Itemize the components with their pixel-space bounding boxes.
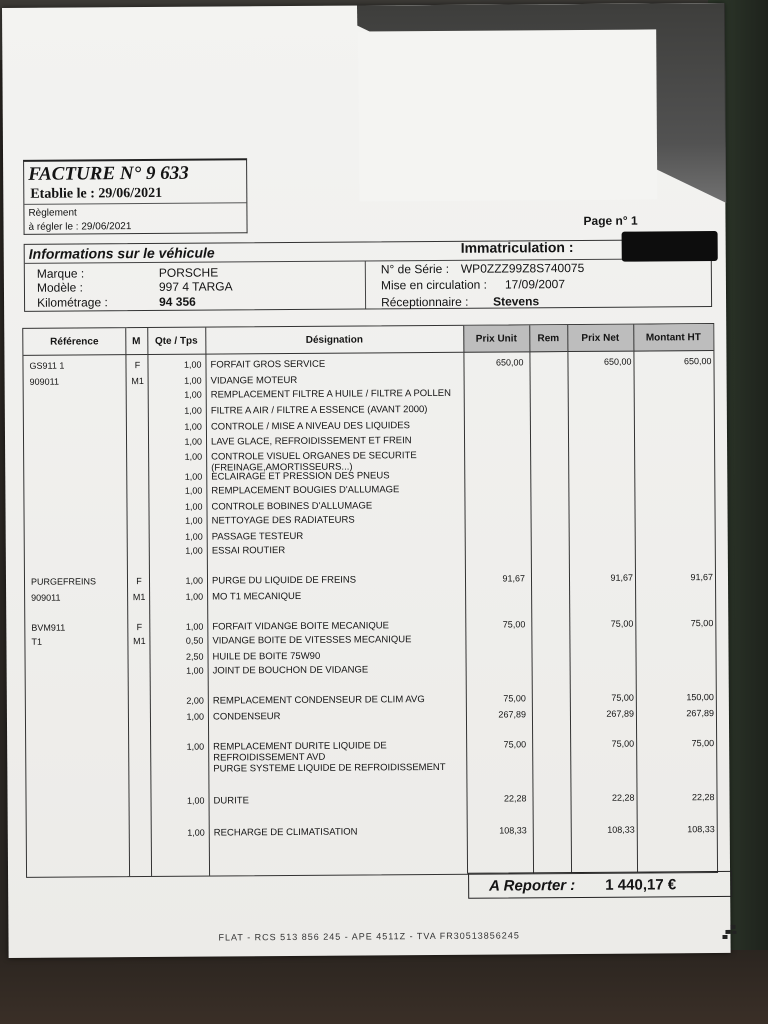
cell-m: M1 xyxy=(132,592,146,603)
cell-reference: BVM911 xyxy=(31,622,66,633)
carry-forward-label: A Reporter : xyxy=(489,876,576,895)
cell-net-price: 91,67 xyxy=(610,572,634,583)
model-value: 997 4 TARGA xyxy=(158,279,233,294)
vehicle-info-header xyxy=(25,240,711,264)
cell-amount: 267,89 xyxy=(686,708,714,719)
cell-amount: 75,00 xyxy=(690,618,714,629)
cell-net-price: 75,00 xyxy=(611,738,635,749)
cell-qty: 1,00 xyxy=(187,827,205,838)
cell-net-price: 267,89 xyxy=(606,708,634,719)
cell-designation: LAVE GLACE, REFROIDISSEMENT ET FREIN xyxy=(210,435,412,448)
cell-qty: 1,00 xyxy=(184,451,203,462)
cell-qty: 1,00 xyxy=(184,421,202,432)
divider xyxy=(24,202,246,205)
cell-qty: 1,00 xyxy=(186,665,204,676)
cell-designation: FORFAIT VIDANGE BOITE MECANIQUE xyxy=(212,620,390,633)
cell-qty: 1,00 xyxy=(185,531,203,542)
cell-designation: RECHARGE DE CLIMATISATION xyxy=(213,826,358,839)
cell-designation: JOINT DE BOUCHON DE VIDANGE xyxy=(212,664,369,677)
cell-qty: 1,00 xyxy=(185,545,203,556)
cell-m: F xyxy=(136,622,143,633)
cell-net-price: 22,28 xyxy=(611,792,635,803)
invoice-header-box xyxy=(23,158,248,235)
cell-amount: 91,67 xyxy=(690,572,714,583)
mileage-label: Kilométrage : xyxy=(37,295,108,310)
header-m: M xyxy=(125,328,147,355)
cell-qty: 1,00 xyxy=(186,711,204,722)
carry-forward-box xyxy=(468,871,732,899)
cell-unit-price: 91,67 xyxy=(502,573,526,584)
cell-designation: ESSAI ROUTIER xyxy=(211,545,286,557)
receptionist-value: Stevens xyxy=(493,294,540,309)
invoice-title: FACTURE N° 9 633 xyxy=(28,162,189,185)
cell-designation: REMPLACEMENT DURITE LIQUIDE DE xyxy=(213,740,387,753)
header-net-price: Prix Net xyxy=(567,325,633,352)
cell-designation: FORFAIT GROS SERVICE xyxy=(210,358,326,371)
cell-designation: FILTRE A AIR / FILTRE A ESSENCE (AVANT 2000) xyxy=(210,404,428,417)
registration-date-value: 17/09/2007 xyxy=(504,277,566,292)
cell-amount: 75,00 xyxy=(691,738,715,749)
mileage-value: 94 356 xyxy=(159,294,196,309)
column-divider xyxy=(633,325,638,873)
carry-forward-value: 1 440,17 € xyxy=(605,875,677,894)
invoice-lines-table xyxy=(22,323,718,878)
overlapping-sheet xyxy=(358,29,657,201)
cell-m: M1 xyxy=(131,376,144,387)
cell-designation: CONTROLE / MISE A NIVEAU DES LIQUIDES xyxy=(210,420,410,433)
cell-qty: 1,00 xyxy=(184,436,203,447)
cell-designation: REMPLACEMENT CONDENSEUR DE CLIM AVG xyxy=(212,694,425,707)
cell-net-price: 108,33 xyxy=(607,824,635,835)
cell-designation: MO T1 MECANIQUE xyxy=(212,590,302,603)
cell-qty: 1,00 xyxy=(185,515,203,526)
header-designation: Désignation xyxy=(205,326,463,355)
cell-m: F xyxy=(134,360,141,371)
cell-qty: 1,00 xyxy=(184,501,203,512)
cell-qty: 1,00 xyxy=(184,485,203,496)
cell-designation: CONTROLE BOBINES D'ALLUMAGE xyxy=(211,500,373,513)
brand-logo-icon xyxy=(722,925,738,939)
cell-amount: 108,33 xyxy=(687,824,715,835)
cell-designation: VIDANGE MOTEUR xyxy=(210,374,298,387)
column-divider xyxy=(529,325,534,873)
cell-m: M1 xyxy=(133,636,146,647)
cell-designation: CONTROLE VISUEL ORGANES DE SECURITE xyxy=(211,450,417,463)
photo-background-bottom xyxy=(0,950,768,1024)
cell-net-price: 75,00 xyxy=(611,692,634,703)
payment-label: Règlement xyxy=(28,207,77,219)
payment-due-date: à régler le : 29/06/2021 xyxy=(28,221,132,233)
registration-date-label: Mise en circulation : xyxy=(380,277,488,293)
header-reference: Référence xyxy=(23,328,125,356)
serial-value: WP0ZZZ99Z8S740075 xyxy=(460,260,585,276)
legal-footer: FLAT - RCS 513 856 245 - APE 4511Z - TVA FR30513856245 xyxy=(218,930,520,943)
serial-label: N° de Série : xyxy=(380,261,450,277)
cell-designation: REMPLACEMENT BOUGIES D'ALLUMAGE xyxy=(211,484,400,497)
cell-designation: ECLAIRAGE ET PRESSION DES PNEUS xyxy=(211,470,390,483)
divider xyxy=(365,260,366,308)
column-divider xyxy=(463,326,468,874)
receptionist-label: Réceptionnaire : xyxy=(381,294,469,310)
header-unit-price: Prix Unit xyxy=(463,325,529,352)
invoice-paper xyxy=(2,3,731,958)
cell-qty: 2,50 xyxy=(185,651,204,662)
header-amount: Montant HT xyxy=(633,324,713,352)
cell-designation: PASSAGE TESTEUR xyxy=(211,530,304,543)
header-qty: Qte / Tps xyxy=(147,328,205,355)
cell-reference: GS911 1 xyxy=(29,360,65,371)
cell-qty: 1,00 xyxy=(185,575,204,586)
cell-unit-price: 22,28 xyxy=(503,793,527,804)
invoice-issue-date: Etablie le : 29/06/2021 xyxy=(30,185,163,202)
model-label: Modèle : xyxy=(36,280,84,295)
registration-label: Immatriculation : xyxy=(460,239,574,256)
cell-designation: REFROIDISSEMENT AVD xyxy=(213,751,326,764)
cell-designation: DURITE xyxy=(213,795,249,807)
cell-designation: NETTOYAGE DES RADIATEURS xyxy=(211,514,355,527)
cell-qty: 1,00 xyxy=(184,389,202,400)
cell-qty: 1,00 xyxy=(186,795,205,806)
cell-amount: 150,00 xyxy=(686,692,714,703)
cell-qty: 1,00 xyxy=(184,375,202,386)
page-number: Page n° 1 xyxy=(583,213,638,228)
cell-reference: 909011 xyxy=(31,592,61,603)
cell-designation: VIDANGE BOITE DE VITESSES MECANIQUE xyxy=(212,634,412,647)
vehicle-info-title: Informations sur le véhicule xyxy=(28,244,215,262)
cell-designation: PURGE SYSTEME LIQUIDE DE REFROIDISSEMENT xyxy=(213,761,446,775)
cell-reference: T1 xyxy=(31,636,42,647)
cell-amount: 22,28 xyxy=(691,792,715,803)
redacted-registration xyxy=(622,231,718,262)
cell-unit-price: 75,00 xyxy=(503,693,526,704)
cell-qty: 1,00 xyxy=(183,359,202,370)
vehicle-info-box xyxy=(24,239,712,312)
cell-qty: 1,00 xyxy=(186,741,205,752)
cell-unit-price: 650,00 xyxy=(495,357,524,368)
cell-net-price: 650,00 xyxy=(603,356,632,367)
cell-unit-price: 75,00 xyxy=(502,619,526,630)
cell-m: F xyxy=(136,576,142,587)
cell-qty: 2,00 xyxy=(186,695,204,706)
cell-unit-price: 75,00 xyxy=(503,739,527,750)
cell-designation: PURGE DU LIQUIDE DE FREINS xyxy=(211,574,357,587)
cell-unit-price: 267,89 xyxy=(498,709,526,720)
cell-qty: 1,00 xyxy=(184,405,202,416)
cell-designation: CONDENSEUR xyxy=(212,711,281,723)
cell-designation: (FREINAGE,AMORTISSEURS...) xyxy=(211,461,353,474)
cell-qty: 1,00 xyxy=(185,621,204,632)
cell-reference: 909011 xyxy=(29,376,60,387)
cell-unit-price: 108,33 xyxy=(499,825,527,836)
cell-amount: 650,00 xyxy=(683,356,712,367)
make-value: PORSCHE xyxy=(158,265,219,280)
column-divider xyxy=(567,325,572,873)
cell-qty: 1,00 xyxy=(184,471,203,482)
cell-reference: PURGEFREINS xyxy=(30,576,97,587)
cell-qty: 1,00 xyxy=(185,591,204,602)
cell-qty: 0,50 xyxy=(185,635,204,646)
cell-designation: HUILE DE BOITE 75W90 xyxy=(212,650,321,663)
make-label: Marque : xyxy=(36,266,85,281)
header-discount: Rem xyxy=(529,325,567,352)
cell-designation: REMPLACEMENT FILTRE A HUILE / FILTRE A POLLEN xyxy=(210,387,451,401)
column-divider xyxy=(205,328,210,876)
cell-net-price: 75,00 xyxy=(610,618,634,629)
